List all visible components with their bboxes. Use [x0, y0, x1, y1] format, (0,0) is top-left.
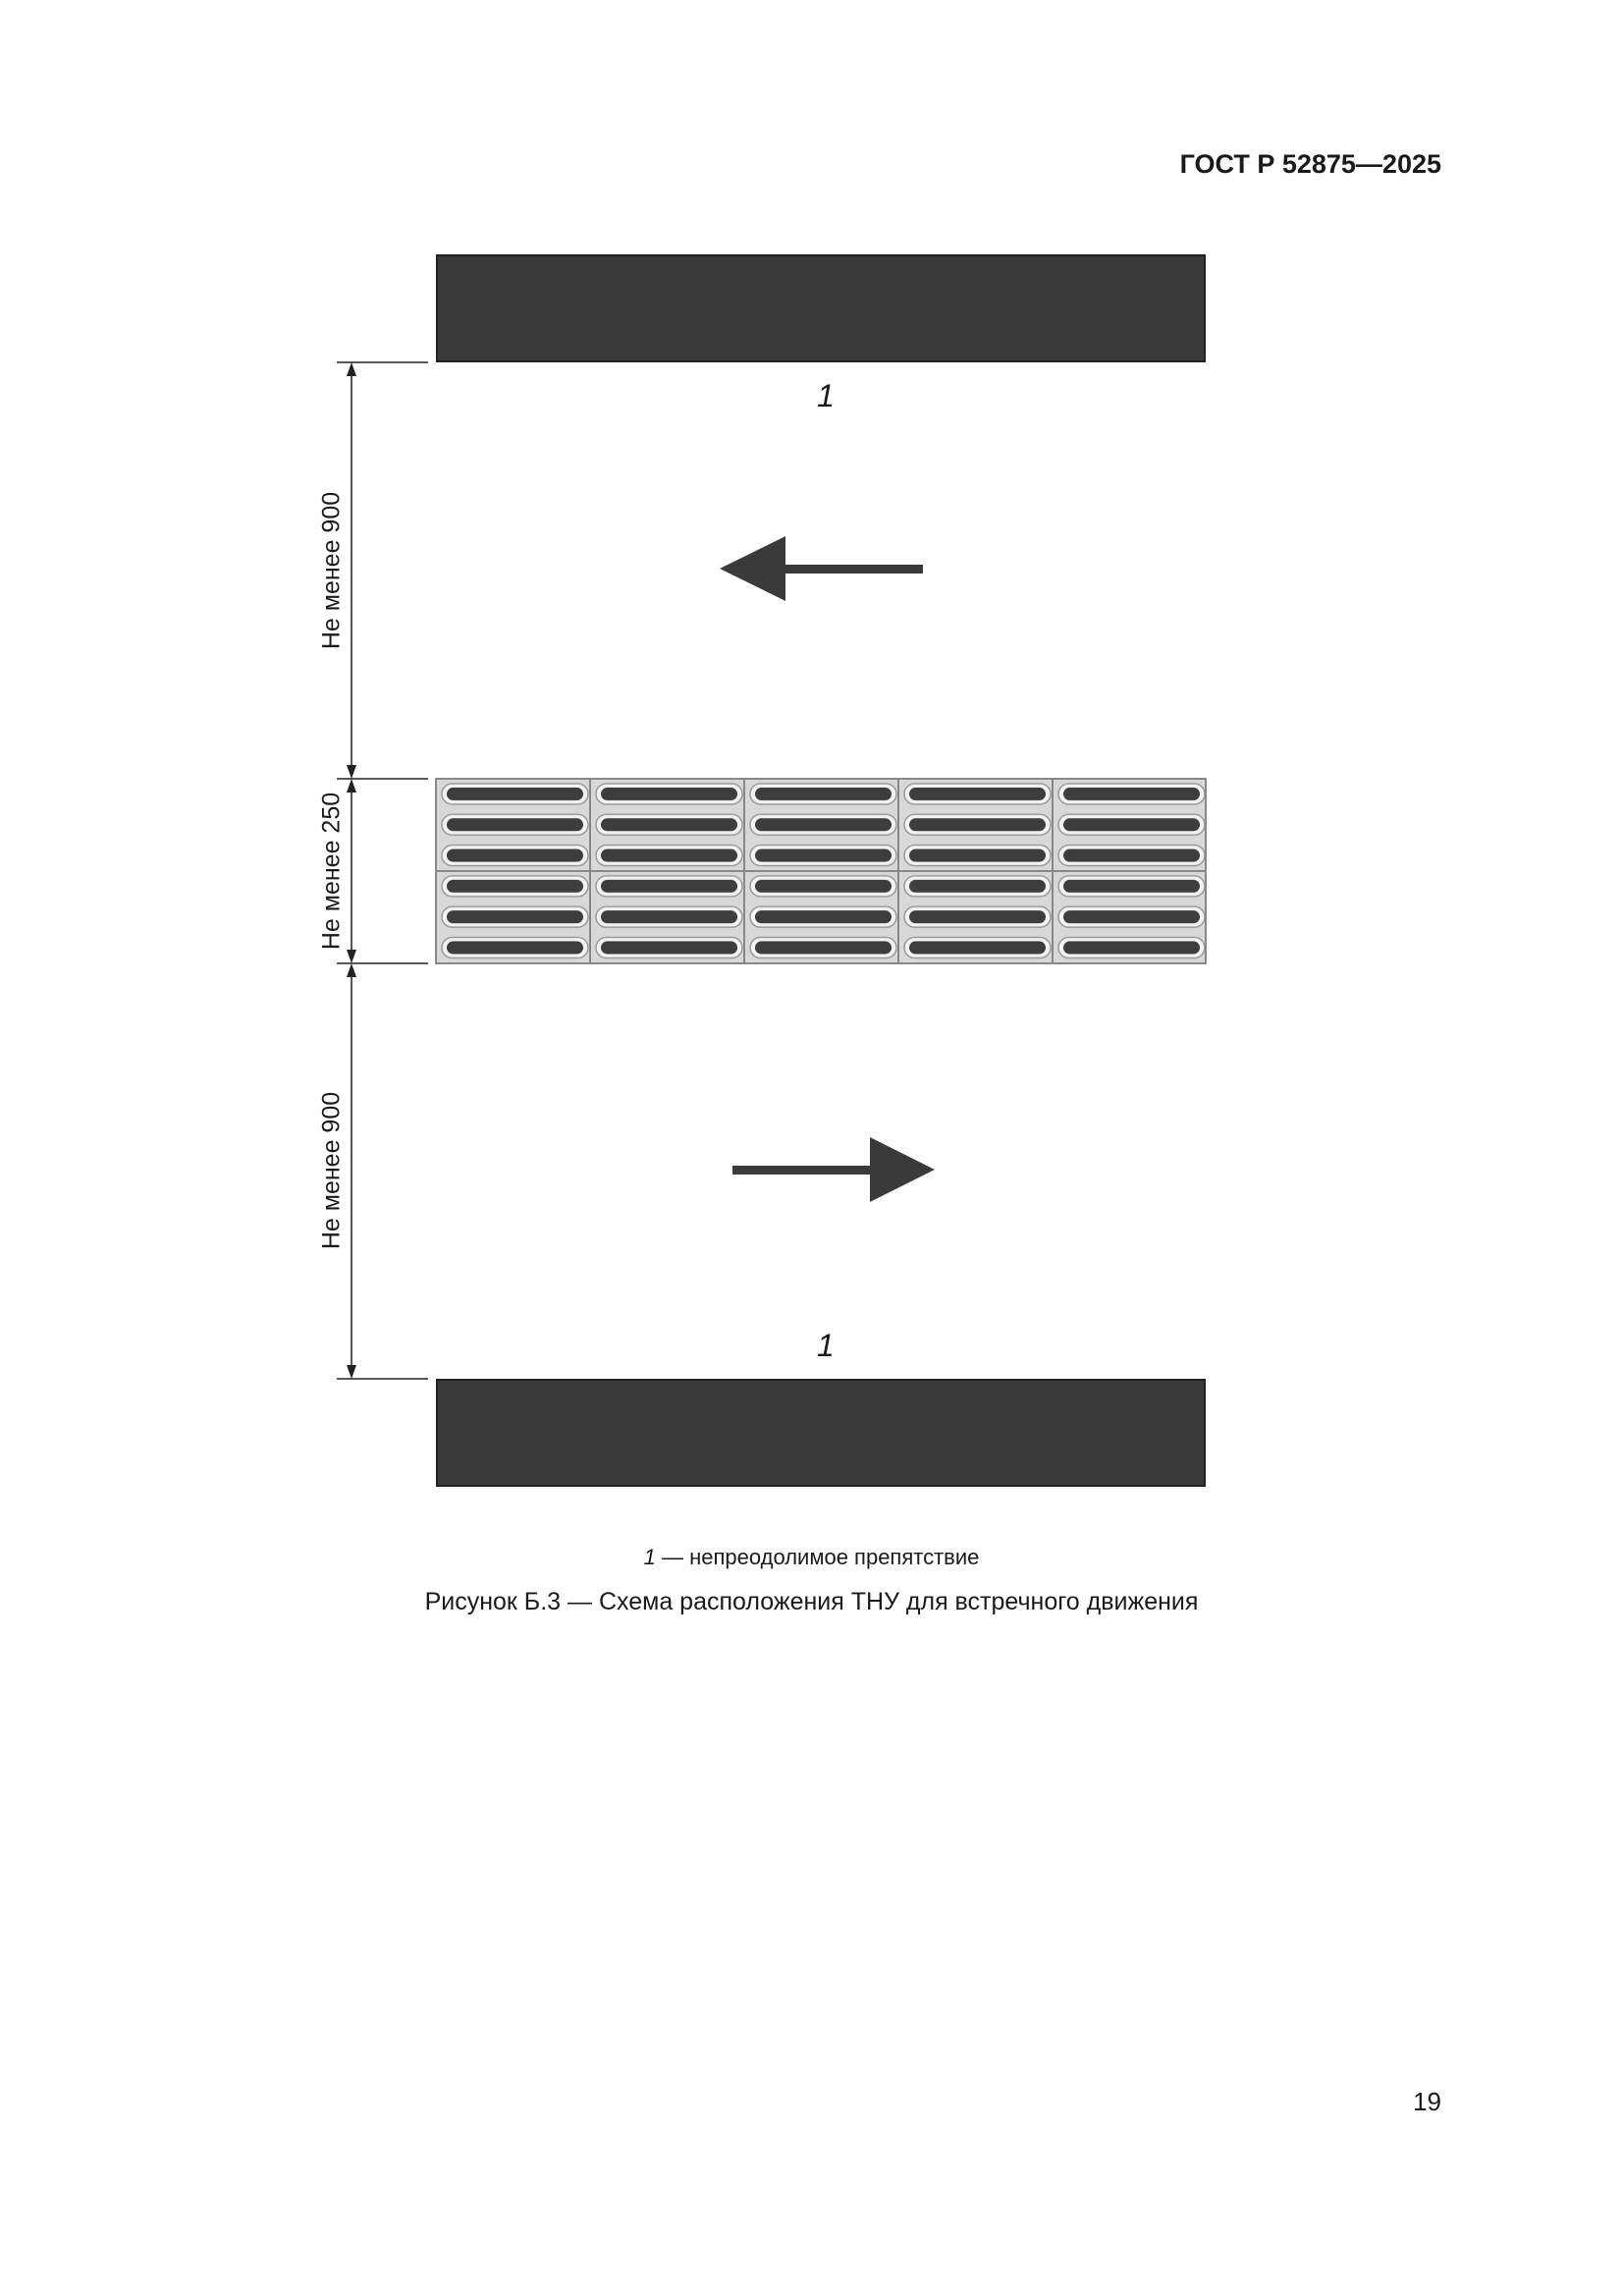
tactile-strip — [436, 779, 1206, 963]
arrow-left-icon — [720, 536, 923, 601]
dimension-line-top-lane — [347, 362, 356, 779]
arrow-right-icon — [732, 1137, 935, 1202]
document-code: ГОСТ Р 52875—2025 — [1179, 149, 1441, 179]
dimension-label-bottom-lane: Не менее 900 — [317, 1091, 346, 1250]
figure-legend — [0, 1545, 1623, 1570]
legend-number: 1 — [643, 1545, 656, 1569]
dimension-line-tactile-strip — [347, 779, 356, 963]
dimension-label-top-lane: Не менее 900 — [317, 491, 346, 650]
obstacle-label-top: 1 — [817, 378, 835, 413]
dimension-line-bottom-lane — [347, 963, 356, 1379]
page-number: 19 — [1413, 2087, 1441, 2116]
legend-text: — непреодолимое препятствие — [655, 1545, 980, 1569]
figure-caption: Рисунок Б.3 — Схема расположения ТНУ для встречного движения — [424, 1588, 1199, 1615]
obstacle-label-bottom: 1 — [817, 1328, 835, 1363]
dimension-label-tactile-strip: Не менее 250 — [317, 792, 346, 951]
